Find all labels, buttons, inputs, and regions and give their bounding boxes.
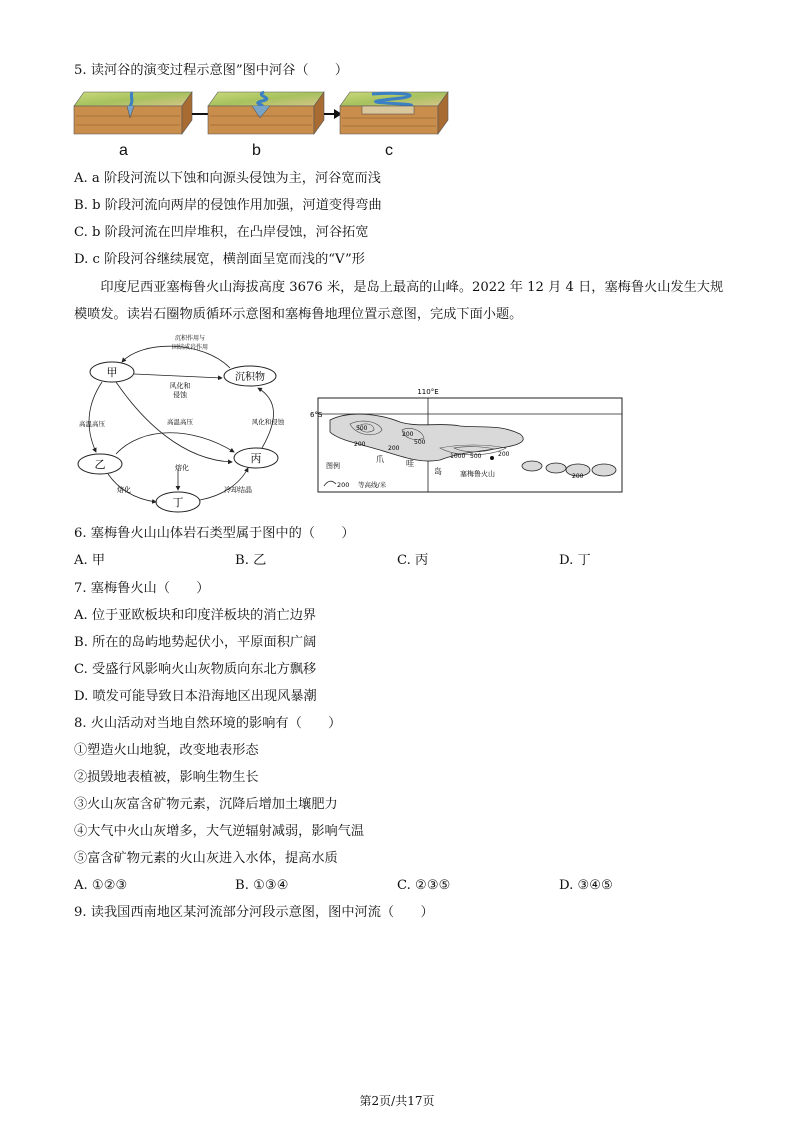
island-char-1: 爪 xyxy=(376,455,384,464)
block-b xyxy=(208,92,324,134)
contour-9: 200 xyxy=(572,473,584,480)
contour-4: 500 xyxy=(414,439,426,446)
latitude-label: 6°S xyxy=(310,411,323,419)
q8-stem: 8. 火山活动对当地自然环境的影响有（ ） xyxy=(74,716,342,731)
contour-7: 500 xyxy=(470,453,482,460)
label-melt-bottom: 熔化 xyxy=(117,486,131,494)
q7-option-a[interactable]: A. 位于亚欧板块和印度洋板块的消亡边界 xyxy=(74,608,317,623)
label-deposit-2: 固结成岩作用 xyxy=(171,344,209,351)
q6-option-b[interactable]: B. 乙 xyxy=(235,553,267,568)
contour-8: 200 xyxy=(498,451,510,458)
q8-item-5: ⑤富含矿物元素的火山灰进入水体，提高水质 xyxy=(74,851,338,866)
contour-2: 200 xyxy=(354,441,366,448)
q6-option-c[interactable]: C. 丙 xyxy=(397,553,429,568)
label-melt-mid: 熔化 xyxy=(175,464,189,472)
q6-option-d[interactable]: D. 丁 xyxy=(559,553,591,568)
node-bing: 丙 xyxy=(250,452,262,465)
intro-paragraph: 印度尼西亚塞梅鲁火山海拔高度 3676 米，是岛上最高的山峰。2022 年 12 月 4 日，塞梅鲁火山发生大规模喷发。读岩石圈物质循环示意图和塞梅鲁地理位置示意图，完成下面小题。 xyxy=(74,280,724,322)
island-char-3: 岛 xyxy=(434,467,442,476)
contour-5: 200 xyxy=(388,445,400,452)
q8-option-c[interactable]: C. ②③⑤ xyxy=(397,878,451,893)
label-b: b xyxy=(252,142,261,159)
contour-1: 500 xyxy=(356,425,368,432)
q7-option-d[interactable]: D. 喷发可能导致日本沿海地区出现风暴潮 xyxy=(74,689,317,704)
q7-option-c[interactable]: C. 受盛行风影响火山灰物质向东北方飘移 xyxy=(74,662,317,677)
q5-option-b[interactable]: B. b 阶段河流向两岸的侵蚀作用加强，河道变得弯曲 xyxy=(74,198,382,213)
q8-item-2: ②损毁地表植被，影响生物生长 xyxy=(74,770,259,785)
rock-cycle-diagram xyxy=(72,330,304,514)
q8-option-a[interactable]: A. ①②③ xyxy=(74,878,128,893)
label-c: c xyxy=(385,142,393,159)
label-weather-left-2: 侵蚀 xyxy=(173,391,187,399)
label-deposit-1: 沉积作用与 xyxy=(174,335,206,342)
q8-option-d[interactable]: D. ③④⑤ xyxy=(559,878,613,893)
label-high-temp-mid: 高温高压 xyxy=(167,418,193,426)
legend-title: 图例 xyxy=(326,462,340,470)
q8-item-1: ①塑造火山地貌，改变地表形态 xyxy=(74,743,259,758)
q6-stem: 6. 塞梅鲁火山山体岩石类型属于图中的（ ） xyxy=(74,526,355,541)
q5-stem: 5. 读河谷的演变过程示意图”图中河谷（ ） xyxy=(74,63,349,78)
volcano-label: 塞梅鲁火山 xyxy=(460,470,495,478)
node-ding: 丁 xyxy=(172,496,184,509)
label-cool: 冷却结晶 xyxy=(224,486,252,494)
block-c xyxy=(340,92,448,134)
q5-option-c[interactable]: C. b 阶段河流在凹岸堆积，在凸岸侵蚀，河谷拓宽 xyxy=(74,225,369,240)
label-a: a xyxy=(119,142,128,159)
label-weather-left-1: 风化和 xyxy=(169,382,191,390)
node-sediment: 沉积物 xyxy=(235,372,265,383)
q6-option-a[interactable]: A. 甲 xyxy=(74,553,106,568)
block-a xyxy=(74,92,192,134)
island-char-2: 哇 xyxy=(406,459,414,468)
q7-option-b[interactable]: B. 所在的岛屿地势起伏小，平原面积广阔 xyxy=(74,635,317,650)
contour-3: 200 xyxy=(402,431,414,438)
q7-stem: 7. 塞梅鲁火山（ ） xyxy=(74,581,210,596)
longitude-label: 110°E xyxy=(417,388,439,396)
q5-option-d[interactable]: D. c 阶段河谷继续展宽，横剖面呈宽而浅的“V”形 xyxy=(74,252,365,267)
river-valley-diagram xyxy=(72,88,452,160)
q9-stem: 9. 读我国西南地区某河流部分河段示意图，图中河流（ ） xyxy=(74,905,434,920)
semeru-location-map xyxy=(310,386,626,500)
q5-option-a[interactable]: A. a 阶段河流以下蚀和向源头侵蚀为主，河谷宽而浅 xyxy=(74,171,381,186)
page-footer: 第2页/共17页 xyxy=(359,1094,435,1108)
q8-item-3: ③火山灰富含矿物元素，沉降后增加土壤肥力 xyxy=(74,797,338,812)
q8-item-4: ④大气中火山灰增多，大气逆辐射减弱，影响气温 xyxy=(74,824,365,839)
contour-6: 1000 xyxy=(450,453,466,460)
label-high-temp-left: 高温高压 xyxy=(79,420,105,428)
node-yi: 乙 xyxy=(94,458,106,471)
node-jia: 甲 xyxy=(106,366,118,379)
legend-value: 200 xyxy=(337,481,350,489)
legend-text: 等高线/米 xyxy=(358,481,387,489)
q8-option-b[interactable]: B. ①③④ xyxy=(235,878,289,893)
label-weather-right: 风化和侵蚀 xyxy=(251,418,285,426)
